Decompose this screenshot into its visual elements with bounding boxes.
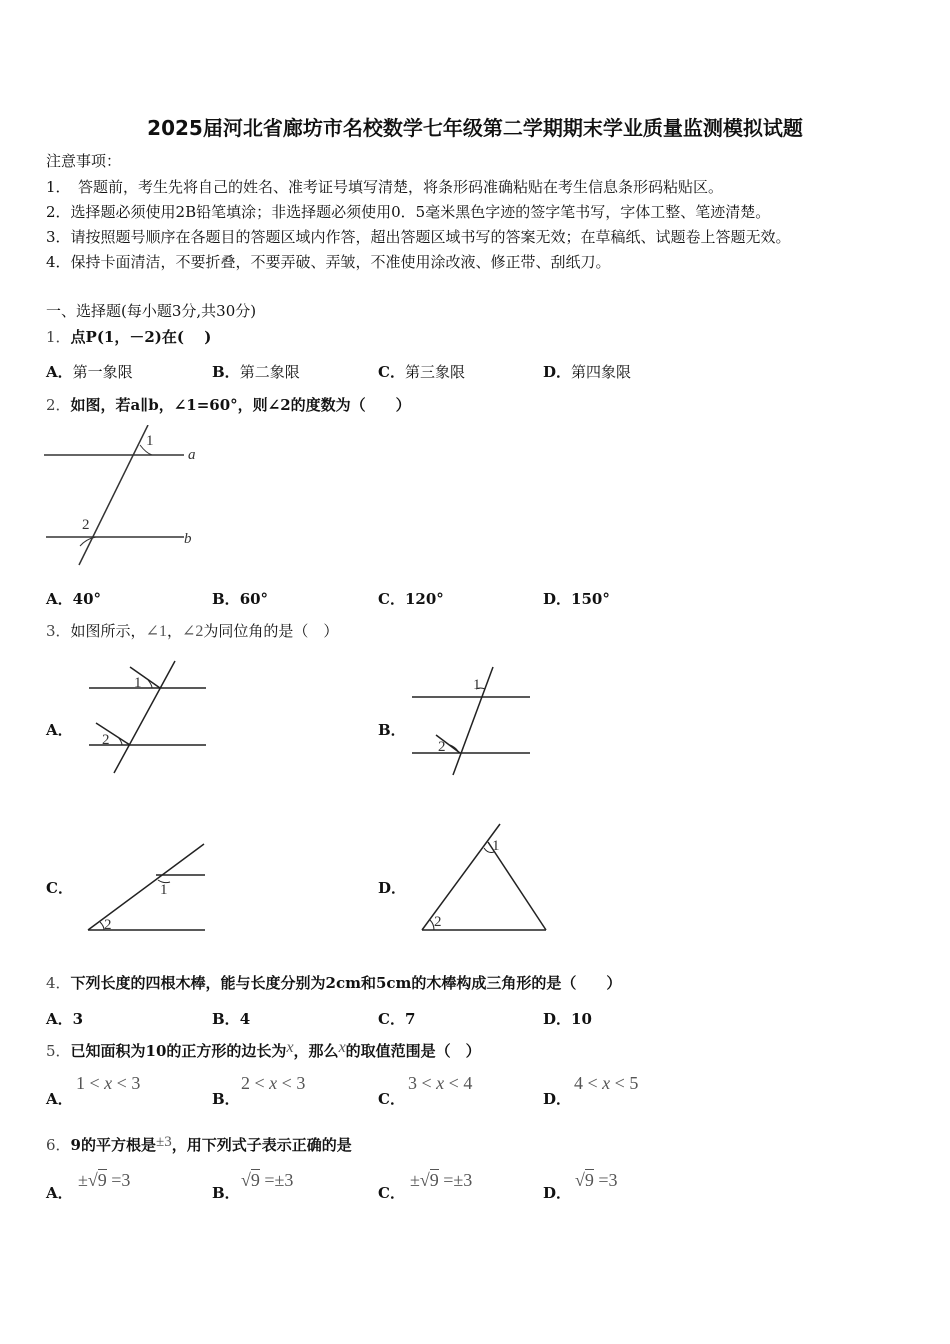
label-angle-1: 1 (146, 433, 154, 449)
angle-2-arc (80, 537, 96, 546)
label-b: b (184, 531, 192, 547)
q6-option-a-expr: ±√9 =3 (78, 1170, 131, 1190)
q4-option-b[interactable]: B．4 (212, 1010, 251, 1028)
svg-text:1: 1 (473, 677, 481, 693)
q2-option-d[interactable]: D．150° (543, 590, 610, 608)
notice-item-3: 3．请按照题号顺序在各题目的答题区域内作答，超出答题区域书写的答案无效；在草稿纸、试题卷上答题无效。 (46, 228, 791, 246)
q1-option-c[interactable]: C．第三象限 (378, 363, 465, 381)
q6-option-b-expr: √9 =±3 (241, 1170, 294, 1190)
svg-text:1: 1 (134, 675, 142, 691)
q3-figure-b (408, 665, 538, 780)
q6-option-a[interactable]: A． (46, 1184, 73, 1202)
notice-item-4: 4．保持卡面清洁，不要折叠，不要弄破、弄皱，不准使用涂改液、修正带、刮纸刀。 (46, 253, 611, 271)
notice-item-1: 1． 答题前，考生先将自己的姓名、准考证号填写清楚，将条形码准确粘贴在考生信息条形码粘贴区。 (46, 178, 724, 196)
svg-text:2: 2 (104, 917, 112, 933)
q5-option-c-expr: 3 < x < 4 (408, 1073, 473, 1093)
q1-option-d[interactable]: D．第四象限 (543, 363, 632, 381)
question-3: 3．如图所示，∠1，∠2为同位角的是（ ） (46, 622, 339, 640)
q2-option-c[interactable]: C．120° (378, 590, 444, 608)
q6-option-d[interactable]: D． (543, 1184, 572, 1202)
q3-option-d[interactable]: D． (378, 879, 407, 897)
question-4: 4．下列长度的四根木棒，能与长度分别为2cm和5cm的木棒构成三角形的是（ ） (46, 974, 622, 992)
svg-text:2: 2 (102, 732, 110, 748)
q5-option-c[interactable]: C． (378, 1090, 405, 1108)
svg-text:1: 1 (492, 838, 500, 854)
q3-figure-c (84, 838, 214, 938)
q6-option-c-expr: ±√9 =±3 (410, 1170, 473, 1190)
question-5: 5．已知面积为10的正方形的边长为x，那么x的取值范围是（ ） (46, 1039, 481, 1060)
sqrt-sign: √ (419, 1170, 430, 1190)
q3-option-b[interactable]: B． (378, 721, 406, 739)
label-a: a (188, 447, 196, 463)
q5-option-d[interactable]: D． (543, 1090, 572, 1108)
question-6: 6．9的平方根是±3，用下列式子表示正确的是 (46, 1134, 352, 1154)
q6-option-b[interactable]: B． (212, 1184, 240, 1202)
section-heading: 一、选择题(每小题3分,共30分) (46, 302, 257, 320)
q3-figure-a (84, 657, 214, 777)
q5-option-b-expr: 2 < x < 3 (241, 1073, 306, 1093)
label-angle-2: 2 (82, 517, 90, 533)
q4-option-c[interactable]: C．7 (378, 1010, 416, 1028)
q1-option-b[interactable]: B．第二象限 (212, 363, 300, 381)
question-number: 1． (46, 328, 71, 346)
q6-option-d-expr: √9 =3 (575, 1170, 618, 1190)
q5-option-a-expr: 1 < x < 3 (76, 1073, 141, 1093)
q4-option-a[interactable]: A．3 (46, 1010, 84, 1028)
notice-heading: 注意事项： (46, 152, 122, 170)
q2-figure (44, 425, 204, 570)
q5-option-a[interactable]: A． (46, 1090, 73, 1108)
svg-text:2: 2 (438, 739, 446, 755)
q3-option-a[interactable]: A． (46, 721, 73, 739)
page-title: 2025届河北省廊坊市名校数学七年级第二学期期末学业质量监测模拟试题 (147, 116, 803, 140)
q1-option-a[interactable]: A．第一象限 (46, 363, 133, 381)
sqrt-sign: √ (241, 1170, 251, 1190)
question-stem: 点P(1，－2)在( ) (70, 328, 212, 346)
q5-option-d-expr: 4 < x < 5 (574, 1073, 639, 1093)
q3-figure-d (418, 820, 553, 935)
svg-text:1: 1 (160, 882, 168, 898)
q2-option-b[interactable]: B．60° (212, 590, 269, 608)
notice-item-2: 2．选择题必须使用2B铅笔填涂；非选择题必须使用0．5毫米黑色字迹的签字笔书写，字体工整、笔迹清楚。 (46, 203, 771, 221)
q4-option-d[interactable]: D．10 (543, 1010, 592, 1028)
q3-option-c[interactable]: C． (46, 879, 73, 897)
q5-option-b[interactable]: B． (212, 1090, 240, 1108)
question-1 (46, 327, 211, 347)
sqrt-sign: √ (87, 1170, 98, 1190)
question-2: 2．如图，若a∥b，∠1=60°，则∠2的度数为（ ） (46, 396, 411, 414)
sqrt-sign: √ (575, 1170, 585, 1190)
svg-text:2: 2 (434, 914, 442, 930)
q2-option-a[interactable]: A．40° (46, 590, 102, 608)
q6-option-c[interactable]: C． (378, 1184, 405, 1202)
transversal (79, 425, 148, 565)
